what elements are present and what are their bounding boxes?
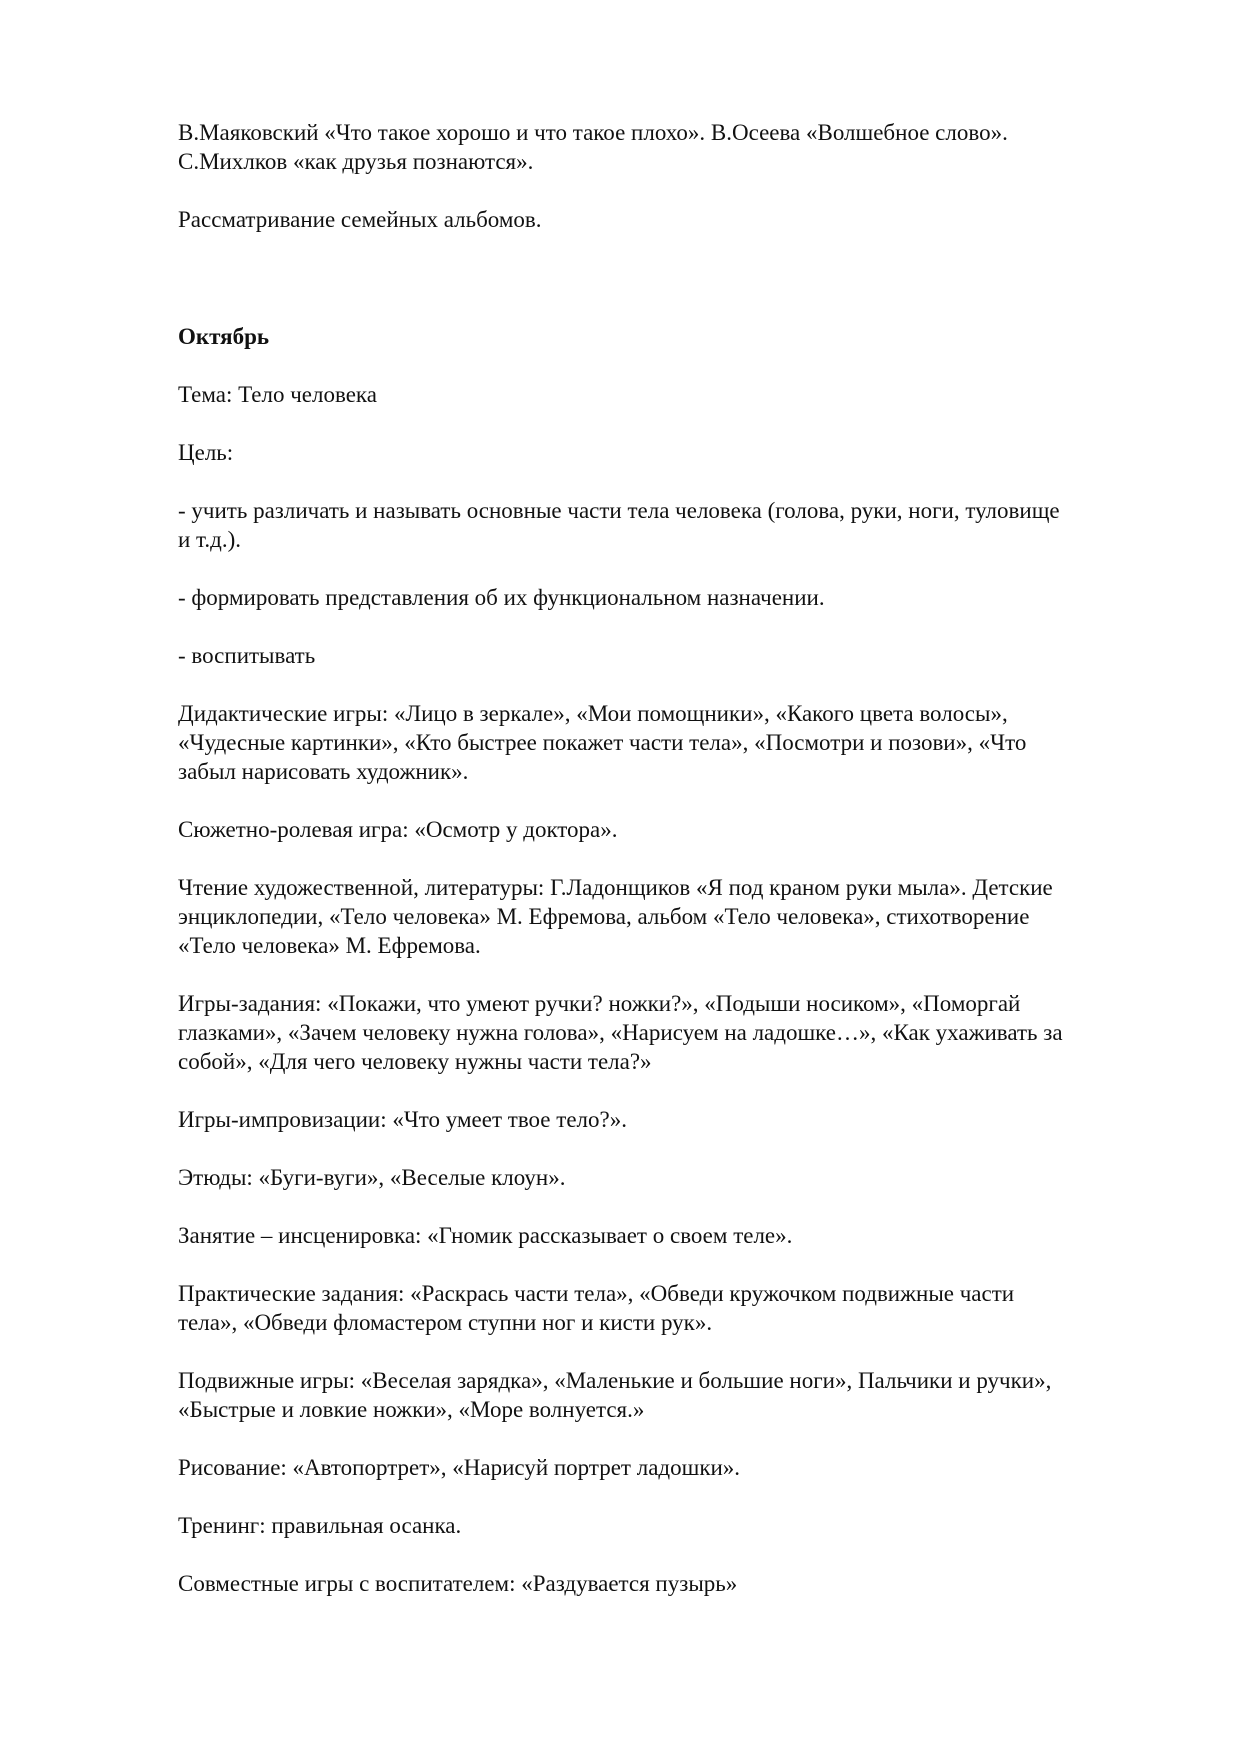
text-line: собой», «Для чего человеку нужны части тела?»: [178, 1049, 652, 1074]
joint-games-paragraph: [178, 1569, 1158, 1598]
text-line: - формировать представления об их функциональном назначении.: [178, 585, 825, 610]
literature-paragraph: [178, 118, 1158, 176]
family-albums-paragraph: [178, 205, 1158, 234]
topic-line: [178, 380, 1158, 409]
text-line: Совместные игры с воспитателем: «Раздувается пузырь»: [178, 1571, 738, 1596]
text-line: Рисование: «Автопортрет», «Нарисуй портрет ладошки».: [178, 1455, 741, 1480]
month-heading: [178, 322, 1158, 351]
text-line: тела», «Обведи фломастером ступни ног и кисти рук».: [178, 1310, 713, 1335]
goal-label: [178, 438, 1158, 467]
text-line: С.Михлков «как друзья познаются».: [178, 149, 534, 174]
text-line: - учить различать и называть основные части тела человека (голова, руки, ноги, туловище: [178, 498, 1060, 523]
text-line: «Чудесные картинки», «Кто быстрее покажет части тела», «Посмотри и позови», «Что: [178, 730, 1027, 755]
text-line: Сюжетно-ролевая игра: «Осмотр у доктора».: [178, 817, 618, 842]
reading-paragraph: [178, 873, 1158, 960]
text-line: глазками», «Зачем человеку нужна голова», «Нарисуем на ладошке…», «Как ухаживать за: [178, 1020, 1063, 1045]
improvisation-paragraph: [178, 1105, 1158, 1134]
drawing-paragraph: [178, 1453, 1158, 1482]
goal-item-2: [178, 583, 1158, 612]
text-line: Рассматривание семейных альбомов.: [178, 207, 542, 232]
didactic-games-paragraph: [178, 699, 1158, 786]
text-line: Подвижные игры: «Веселая зарядка», «Маленькие и большие ноги», Пальчики и ручки»,: [178, 1368, 1052, 1393]
text-line: - воспитывать: [178, 643, 316, 668]
practical-tasks-paragraph: [178, 1279, 1158, 1337]
text-line: В.Маяковский «Что такое хорошо и что такое плохо». В.Осеева «Волшебное слово».: [178, 120, 1008, 145]
text-line: Тренинг: правильная осанка.: [178, 1513, 462, 1538]
text-line: «Тело человека» М. Ефремова.: [178, 933, 481, 958]
active-games-paragraph: [178, 1366, 1158, 1424]
text-line: Практические задания: «Раскрась части тела», «Обведи кружочком подвижные части: [178, 1281, 1015, 1306]
text-line: Дидактические игры: «Лицо в зеркале», «Мои помощники», «Какого цвета волосы»,: [178, 701, 1008, 726]
text-line: Этюды: «Буги-вуги», «Веселые клоун».: [178, 1165, 566, 1190]
goal-item-3: [178, 641, 1158, 670]
text-line: Тема: Тело человека: [178, 382, 377, 407]
text-line: забыл нарисовать художник».: [178, 759, 469, 784]
text-line: Октябрь: [178, 324, 270, 349]
text-line: Чтение художественной, литературы: Г.Ладонщиков «Я под краном руки мыла». Детские: [178, 875, 1053, 900]
text-line: Игры-импровизации: «Что умеет твое тело?».: [178, 1107, 627, 1132]
text-line: Занятие – инсценировка: «Гномик рассказывает о своем теле».: [178, 1223, 793, 1248]
role-play-paragraph: [178, 815, 1158, 844]
training-paragraph: [178, 1511, 1158, 1540]
text-line: «Быстрые и ловкие ножки», «Море волнуется.»: [178, 1397, 645, 1422]
task-games-paragraph: [178, 989, 1158, 1076]
text-line: и т.д.).: [178, 527, 241, 552]
etudes-paragraph: [178, 1163, 1158, 1192]
text-line: Игры-задания: «Покажи, что умеют ручки? ножки?», «Подыши носиком», «Поморгай: [178, 991, 1021, 1016]
text-line: Цель:: [178, 440, 234, 465]
text-line: энциклопедии, «Тело человека» М. Ефремова, альбом «Тело человека», стихотворение: [178, 904, 1030, 929]
staging-paragraph: [178, 1221, 1158, 1250]
goal-item-1: [178, 496, 1158, 554]
